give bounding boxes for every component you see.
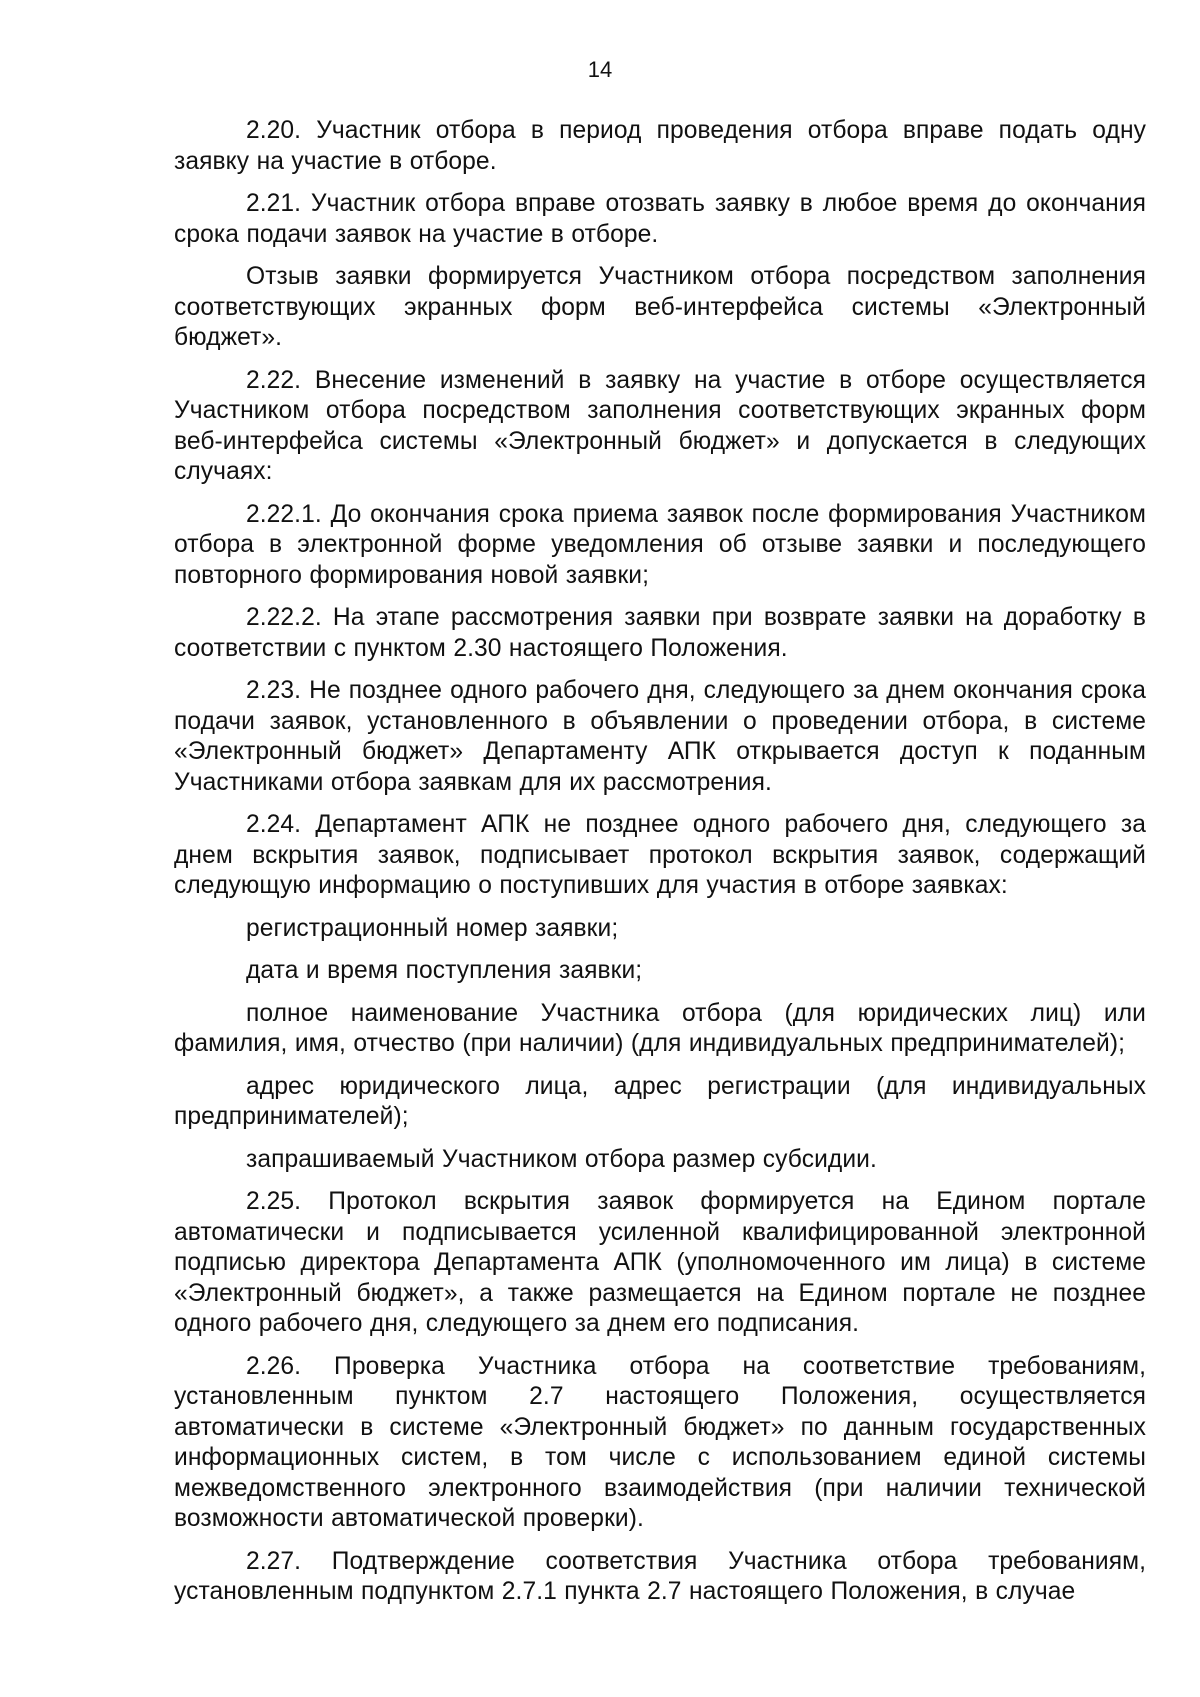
paragraph-2-22-1: 2.22.1. До окончания срока приема заявок после формирования Участником отбора в электронной форме уведомления об отзыве заявки и последующего повторного формирования новой заявки; bbox=[174, 500, 1146, 589]
page-number: 14 bbox=[587, 57, 613, 82]
list-item-address: адрес юридического лица, адрес регистрации (для индивидуальных предпринимателей); bbox=[174, 1072, 1146, 1130]
paragraph-2-20: 2.20. Участник отбора в период проведения отбора вправе подать одну заявку на участие в отборе. bbox=[174, 117, 1146, 175]
list-item-date-time: дата и время поступления заявки; bbox=[246, 957, 643, 984]
paragraph-2-26: 2.26. Проверка Участника отбора на соответствие требованиям, установленным пунктом 2.7 настоящего Положения, осуществляется автоматически в системе «Электронный бюджет» по данным государственных информационных систем, в том числе с использованием единой системы межведомственного электронного взаимодействия (при наличии технической возможности автоматической проверки). bbox=[174, 1352, 1146, 1532]
list-item-subsidy-amount: запрашиваемый Участником отбора размер субсидии. bbox=[246, 1145, 877, 1173]
document-body bbox=[174, 116, 1146, 1620]
list-item-registration-number: регистрационный номер заявки; bbox=[246, 914, 619, 942]
paragraph-2-22: 2.22. Внесение изменений в заявку на участие в отборе осуществляется Участником отбора посредством заполнения соответствующих экранных форм веб-интерфейса системы «Электронный бюджет» и допускается в следующих случаях: bbox=[174, 366, 1146, 485]
paragraph-2-24: 2.24. Департамент АПК не позднее одного рабочего дня, следующего за днем вскрытия заявок, подписывает протокол вскрытия заявок, содержащий следующую информацию о поступивших для участия в отборе заявках: bbox=[174, 811, 1146, 899]
paragraph-2-22-2: 2.22.2. На этапе рассмотрения заявки при возврате заявки на доработку в соответствии с пунктом 2.30 настоящего Положения. bbox=[174, 604, 1146, 662]
paragraph-withdrawal: Отзыв заявки формируется Участником отбора посредством заполнения соответствующих экранных форм веб-интерфейса системы «Электронный бюджет». bbox=[174, 263, 1146, 351]
paragraph-2-21: 2.21. Участник отбора вправе отозвать заявку в любое время до окончания срока подачи заявок на участие в отборе. bbox=[174, 190, 1146, 248]
paragraph-2-25: 2.25. Протокол вскрытия заявок формируется на Едином портале автоматически и подписывается усиленной квалифицированной электронной подписью директора Департамента АПК (уполномоченного им лица) в системе «Электронный бюджет», а также размещается на Едином портале не позднее одного рабочего дня, следующего за днем его подписания. bbox=[174, 1188, 1146, 1337]
paragraph-2-27: 2.27. Подтверждение соответствия Участника отбора требованиям, установленным подпунктом 2.7.1 пункта 2.7 настоящего Положения, в случае bbox=[174, 1547, 1146, 1605]
list-item-full-name: полное наименование Участника отбора (для юридических лиц) или фамилия, имя, отчество (при наличии) (для индивидуальных предпринимателей); bbox=[174, 999, 1146, 1057]
paragraph-2-23: 2.23. Не позднее одного рабочего дня, следующего за днем окончания срока подачи заявок, установленного в объявлении о проведении отбора, в системе «Электронный бюджет» Департаменту АПК открывается доступ к поданным Участниками отбора заявкам для их рассмотрения. bbox=[174, 677, 1146, 796]
